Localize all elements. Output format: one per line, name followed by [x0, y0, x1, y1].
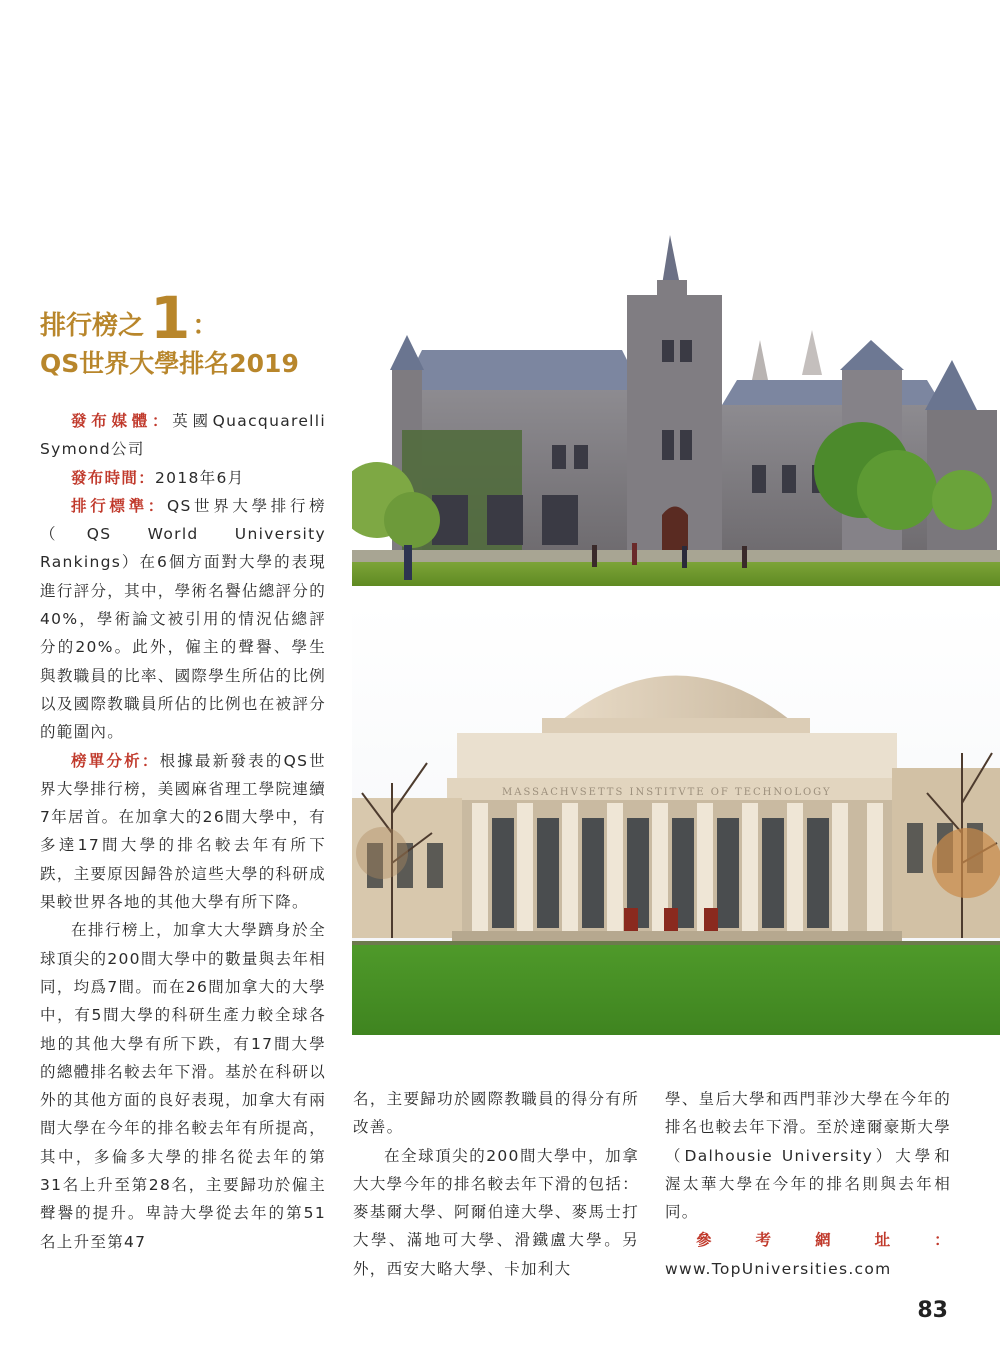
text-column-2: [353, 1085, 639, 1283]
paragraph-publisher: [40, 407, 326, 464]
title-prefix: 排行榜之: [40, 311, 145, 341]
paragraph-date: [40, 464, 326, 492]
text-publisher: 英國Quacquarelli Symond公司: [40, 412, 326, 459]
paragraph-unchanged: 學、皇后大學和西門菲沙大學在今年的排名也較去年下滑。至於達爾豪斯大學（Dalhousie University）大學和渥太華大學在今年的排名則與去年相同。: [665, 1090, 951, 1222]
paragraph-reference: [665, 1226, 951, 1283]
title-number: 1: [150, 284, 191, 352]
text-column-3: [665, 1085, 951, 1283]
label-criteria: 排行標準：: [71, 496, 167, 515]
mit-dome-illustration: [352, 603, 1000, 1035]
university-college-illustration: [352, 200, 1000, 586]
paragraph-continued: 名，主要歸功於國際教職員的得分有所改善。: [353, 1090, 639, 1137]
mit-inscription: MASSACHVSETTS INSTITVTE OF TECHNOLOGY: [502, 787, 832, 798]
page-number: 83: [917, 1298, 948, 1323]
text-analysis: 根據最新發表的QS世界大學排行榜，美國麻省理工學院連續7年居首。在加拿大的26間大學中，有多達17間大學的排名較去年有所下跌，主要原因歸咎於這些大學的科研成果較世界各地的其他大學有所下降。: [40, 751, 326, 912]
photo-university-college: [352, 200, 1000, 586]
text-column-1: [40, 407, 326, 1256]
label-reference: 參考網址：: [696, 1231, 951, 1250]
title-colon: ：: [192, 311, 219, 341]
title-line-2: QS世界大學排名2019: [40, 349, 299, 378]
paragraph-criteria: [40, 492, 326, 747]
photo-mit-great-dome: [352, 603, 1000, 1035]
text-date: 2018年6月: [155, 468, 245, 487]
paragraph-declines: 在全球頂尖的200間大學中，加拿大大學今年的排名較去年下滑的包括：麥基爾大學、阿爾伯達大學、麥馬士打大學、滿地可大學、滑鐵盧大學。另外，西安大略大學、卡加利大: [353, 1146, 639, 1278]
article-title: [40, 284, 340, 380]
label-date: 發布時間：: [71, 468, 156, 487]
title-line-1: [40, 284, 340, 352]
label-publisher: 發布媒體：: [71, 412, 173, 430]
reference-url: www.TopUniversities.com: [665, 1259, 892, 1278]
paragraph-canada: 在排行榜上，加拿大大學躋身於全球頂尖的200間大學中的數量與去年相同，均爲7間。而在26間加拿大的大學中，有5間大學的科研生產力較全球各地的其他大學有所下跌，有17間大學的總體排名較去年下滑。基於在科研以外的其他方面的良好表現，加拿大有兩間大學在今年的排名較去年有所提高，其中，多倫多大學的排名從去年的第31名上升至第28名，主要歸功於僱主聲譽的提升。卑詩大學從去年的第51名上升至第47: [40, 921, 326, 1251]
text-criteria: QS世界大學排行榜（QS World University Rankings）在6個方面對大學的表現進行評分，其中，學術名譽佔總評分的40%，學術論文被引用的情況佔總評分的20%。此外，僱主的聲譽、學生與教職員的比率、國際學生所佔的比例以及國際教職員所佔的比例也在被評分的範圍內。: [40, 496, 326, 742]
label-analysis: 榜單分析：: [71, 751, 160, 770]
paragraph-analysis: [40, 747, 326, 917]
